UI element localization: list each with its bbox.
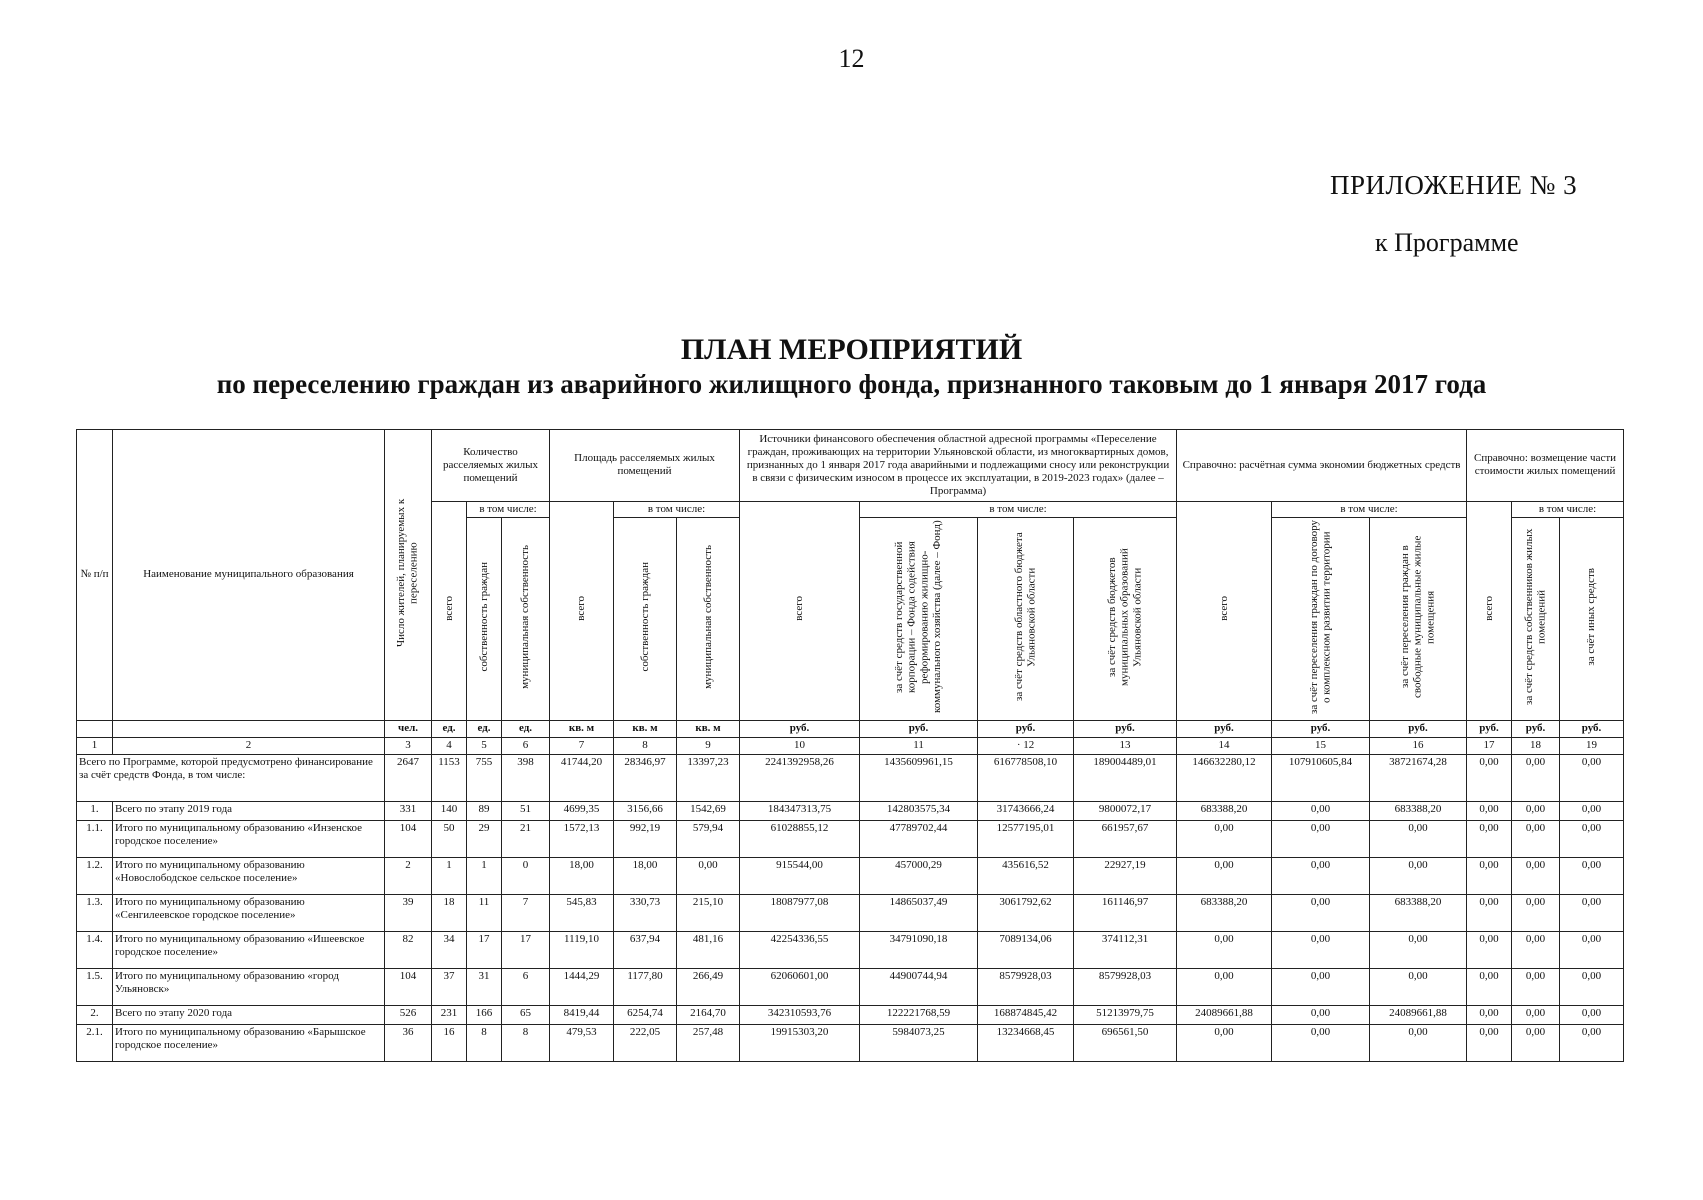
row-value: 0,00 xyxy=(1512,968,1560,1005)
row-number: 1.3. xyxy=(77,894,113,931)
unit-cell: руб. xyxy=(1074,720,1177,737)
row-value: 31743666,24 xyxy=(978,801,1074,820)
row-number: 2. xyxy=(77,1005,113,1024)
row-value: 6254,74 xyxy=(614,1005,677,1024)
row-value: 0,00 xyxy=(1560,1005,1624,1024)
header-owners-funds: за счёт средств собственников жилых помещений xyxy=(1512,517,1560,720)
table-row xyxy=(77,1005,1624,1024)
row-name: Всего по Программе, которой предусмотрено финансирование за счёт средств Фонда, в том числе: xyxy=(77,754,385,801)
row-value: 683388,20 xyxy=(1177,894,1272,931)
header-rooms-municipal: муниципальная собственность xyxy=(502,517,550,720)
row-value: 915544,00 xyxy=(740,857,860,894)
table-row xyxy=(77,820,1624,857)
col-number: 4 xyxy=(432,737,467,754)
row-value: 168874845,42 xyxy=(978,1005,1074,1024)
unit-cell: ед. xyxy=(502,720,550,737)
unit-cell: руб. xyxy=(1467,720,1512,737)
row-value: 661957,67 xyxy=(1074,820,1177,857)
col-number: 6 xyxy=(502,737,550,754)
row-value: 8419,44 xyxy=(550,1005,614,1024)
row-value: 13234668,45 xyxy=(978,1024,1074,1061)
row-number: 1. xyxy=(77,801,113,820)
row-value: 257,48 xyxy=(677,1024,740,1061)
document-title: ПЛАН МЕРОПРИЯТИЙ xyxy=(680,333,1023,366)
row-value: 17 xyxy=(467,931,502,968)
unit-cell: руб. xyxy=(1560,720,1624,737)
row-value: 637,94 xyxy=(614,931,677,968)
row-value: 0,00 xyxy=(1467,857,1512,894)
row-value: 44900744,94 xyxy=(860,968,978,1005)
plan-table xyxy=(76,429,1624,1062)
row-value: 11 xyxy=(467,894,502,931)
header-no: № п/п xyxy=(77,430,113,721)
col-number: 18 xyxy=(1512,737,1560,754)
col-number: 13 xyxy=(1074,737,1177,754)
row-value: 0,00 xyxy=(1272,968,1370,1005)
row-value: 1 xyxy=(432,857,467,894)
row-value: 4699,35 xyxy=(550,801,614,820)
appendix-sub-label: к Программе xyxy=(1375,228,1519,257)
row-value: 0,00 xyxy=(1512,931,1560,968)
row-value: 526 xyxy=(385,1005,432,1024)
row-value: 215,10 xyxy=(677,894,740,931)
row-name: Итого по муниципальному образованию «Барышское городское поселение» xyxy=(113,1024,385,1061)
row-value: 8 xyxy=(502,1024,550,1061)
col-number: 16 xyxy=(1370,737,1467,754)
unit-cell: руб. xyxy=(1512,720,1560,737)
row-value: 0,00 xyxy=(1177,968,1272,1005)
header-area-total: всего xyxy=(550,501,614,720)
col-number: 2 xyxy=(113,737,385,754)
row-value: 34 xyxy=(432,931,467,968)
row-value: 38721674,28 xyxy=(1370,754,1467,801)
row-value: 42254336,55 xyxy=(740,931,860,968)
header-name: Наименование муниципального образования xyxy=(113,430,385,721)
appendix-label: ПРИЛОЖЕНИЕ № 3 xyxy=(1330,170,1578,200)
col-number: 11 xyxy=(860,737,978,754)
row-value: 374112,31 xyxy=(1074,931,1177,968)
header-area-municipal: муниципальная собственность xyxy=(677,517,740,720)
row-value: 683388,20 xyxy=(1370,894,1467,931)
row-value: 0,00 xyxy=(1177,1024,1272,1061)
unit-cell: руб. xyxy=(860,720,978,737)
row-value: 545,83 xyxy=(550,894,614,931)
col-number: · 12 xyxy=(978,737,1074,754)
row-value: 0,00 xyxy=(1512,894,1560,931)
header-regional-budget: за счёт средств областного бюджета Ульяновской области xyxy=(978,517,1074,720)
row-value: 161146,97 xyxy=(1074,894,1177,931)
row-value: 12577195,01 xyxy=(978,820,1074,857)
row-value: 0,00 xyxy=(1560,1024,1624,1061)
unit-cell: кв. м xyxy=(550,720,614,737)
header-sources-incl: в том числе: xyxy=(860,501,1177,517)
col-number: 7 xyxy=(550,737,614,754)
row-value: 0,00 xyxy=(1370,820,1467,857)
row-value: 7089134,06 xyxy=(978,931,1074,968)
row-value: 0,00 xyxy=(1370,931,1467,968)
unit-cell: ед. xyxy=(432,720,467,737)
row-value: 7 xyxy=(502,894,550,931)
row-value: 0,00 xyxy=(677,857,740,894)
row-value: 0,00 xyxy=(1272,801,1370,820)
row-value: 3156,66 xyxy=(614,801,677,820)
row-value: 479,53 xyxy=(550,1024,614,1061)
row-value: 0,00 xyxy=(1467,894,1512,931)
row-value: 481,16 xyxy=(677,931,740,968)
row-value: 1435609961,15 xyxy=(860,754,978,801)
row-value: 189004489,01 xyxy=(1074,754,1177,801)
row-value: 398 xyxy=(502,754,550,801)
col-number: 14 xyxy=(1177,737,1272,754)
header-compensation-total: всего xyxy=(1467,501,1512,720)
row-value: 0,00 xyxy=(1512,1024,1560,1061)
row-value: 16 xyxy=(432,1024,467,1061)
row-value: 31 xyxy=(467,968,502,1005)
row-value: 0,00 xyxy=(1370,968,1467,1005)
row-value: 34791090,18 xyxy=(860,931,978,968)
row-value: 0,00 xyxy=(1272,857,1370,894)
col-number: 9 xyxy=(677,737,740,754)
row-value: 0,00 xyxy=(1467,801,1512,820)
header-compensation-incl: в том числе: xyxy=(1512,501,1624,517)
row-value: 39 xyxy=(385,894,432,931)
header-resettle-contract: за счёт переселения граждан по договору о комплексном развитии территории xyxy=(1272,517,1370,720)
row-value: 28346,97 xyxy=(614,754,677,801)
row-value: 2647 xyxy=(385,754,432,801)
row-number: 2.1. xyxy=(77,1024,113,1061)
row-value: 0,00 xyxy=(1512,754,1560,801)
header-rooms-incl: в том числе: xyxy=(467,501,550,517)
unit-cell: руб. xyxy=(1177,720,1272,737)
row-value: 8579928,03 xyxy=(978,968,1074,1005)
unit-cell: руб. xyxy=(740,720,860,737)
row-value: 37 xyxy=(432,968,467,1005)
col-number: 3 xyxy=(385,737,432,754)
col-number: 17 xyxy=(1467,737,1512,754)
table-header xyxy=(77,430,1624,755)
row-value: 0,00 xyxy=(1370,1024,1467,1061)
row-value: 683388,20 xyxy=(1370,801,1467,820)
row-value: 1153 xyxy=(432,754,467,801)
header-resettle-free: за счёт переселения граждан в свободные муниципальные жилые помещения xyxy=(1370,517,1467,720)
row-value: 21 xyxy=(502,820,550,857)
unit-cell: ед. xyxy=(467,720,502,737)
row-value: 579,94 xyxy=(677,820,740,857)
row-value: 0,00 xyxy=(1272,1005,1370,1024)
row-value: 0,00 xyxy=(1272,820,1370,857)
row-value: 14865037,49 xyxy=(860,894,978,931)
row-value: 5984073,25 xyxy=(860,1024,978,1061)
row-value: 122221768,59 xyxy=(860,1005,978,1024)
row-value: 1572,13 xyxy=(550,820,614,857)
col-number: 5 xyxy=(467,737,502,754)
row-value: 0,00 xyxy=(1467,1005,1512,1024)
row-value: 47789702,44 xyxy=(860,820,978,857)
header-rooms-total: всего xyxy=(432,501,467,720)
row-value: 41744,20 xyxy=(550,754,614,801)
column-numbers-row xyxy=(77,737,1624,754)
row-value: 222,05 xyxy=(614,1024,677,1061)
row-name: Итого по муниципальному образованию «Новослободское сельское поселение» xyxy=(113,857,385,894)
row-value: 0,00 xyxy=(1560,931,1624,968)
row-value: 6 xyxy=(502,968,550,1005)
units-row xyxy=(77,720,1624,737)
row-name: Итого по муниципальному образованию «Инзенское городское поселение» xyxy=(113,820,385,857)
row-value: 89 xyxy=(467,801,502,820)
row-value: 330,73 xyxy=(614,894,677,931)
header-sources-total: всего xyxy=(740,501,860,720)
row-value: 61028855,12 xyxy=(740,820,860,857)
row-value: 0,00 xyxy=(1370,857,1467,894)
header-economy-total: всего xyxy=(1177,501,1272,720)
row-name: Итого по муниципальному образованию «город Ульяновск» xyxy=(113,968,385,1005)
row-value: 24089661,88 xyxy=(1177,1005,1272,1024)
row-number: 1.1. xyxy=(77,820,113,857)
row-value: 2241392958,26 xyxy=(740,754,860,801)
row-value: 0,00 xyxy=(1560,968,1624,1005)
row-value: 65 xyxy=(502,1005,550,1024)
row-value: 24089661,88 xyxy=(1370,1005,1467,1024)
unit-cell: кв. м xyxy=(614,720,677,737)
row-value: 457000,29 xyxy=(860,857,978,894)
header-rooms-group: Количество расселяемых жилых помещений xyxy=(432,430,550,502)
header-economy-group: Справочно: расчётная сумма экономии бюджетных средств xyxy=(1177,430,1467,502)
col-number: 1 xyxy=(77,737,113,754)
row-name: Итого по муниципальному образованию «Сенгилеевское городское поселение» xyxy=(113,894,385,931)
row-value: 0,00 xyxy=(1177,820,1272,857)
row-value: 107910605,84 xyxy=(1272,754,1370,801)
table-row xyxy=(77,857,1624,894)
row-value: 0,00 xyxy=(1272,1024,1370,1061)
row-number: 1.2. xyxy=(77,857,113,894)
row-value: 0 xyxy=(502,857,550,894)
row-value: 18,00 xyxy=(550,857,614,894)
row-value: 2 xyxy=(385,857,432,894)
row-value: 0,00 xyxy=(1560,894,1624,931)
unit-cell: руб. xyxy=(1272,720,1370,737)
header-other-funds: за счёт иных средств xyxy=(1560,517,1624,720)
row-value: 18087977,08 xyxy=(740,894,860,931)
header-residents: Число жителей, планируемых к переселению xyxy=(385,430,432,721)
plan-table-container xyxy=(76,429,1623,1062)
row-name: Итого по муниципальному образованию «Ишеевское городское поселение» xyxy=(113,931,385,968)
row-value: 266,49 xyxy=(677,968,740,1005)
row-value: 1542,69 xyxy=(677,801,740,820)
row-value: 8579928,03 xyxy=(1074,968,1177,1005)
row-value: 1444,29 xyxy=(550,968,614,1005)
row-value: 3061792,62 xyxy=(978,894,1074,931)
table-row xyxy=(77,968,1624,1005)
row-value: 18,00 xyxy=(614,857,677,894)
header-rooms-citizens: собственность граждан xyxy=(467,517,502,720)
col-number: 10 xyxy=(740,737,860,754)
row-value: 104 xyxy=(385,820,432,857)
row-value: 696561,50 xyxy=(1074,1024,1177,1061)
unit-cell: руб. xyxy=(1370,720,1467,737)
row-value: 17 xyxy=(502,931,550,968)
row-value: 19915303,20 xyxy=(740,1024,860,1061)
row-value: 0,00 xyxy=(1272,931,1370,968)
row-value: 683388,20 xyxy=(1177,801,1272,820)
table-row xyxy=(77,801,1624,820)
unit-cell: чел. xyxy=(385,720,432,737)
row-value: 435616,52 xyxy=(978,857,1074,894)
row-value: 62060601,00 xyxy=(740,968,860,1005)
table-body xyxy=(77,754,1624,1061)
document-subtitle: по переселению граждан из аварийного жилищного фонда, признанного таковым до 1 января 2017 года xyxy=(216,369,1487,399)
row-value: 82 xyxy=(385,931,432,968)
row-value: 18 xyxy=(432,894,467,931)
col-number: 19 xyxy=(1560,737,1624,754)
row-value: 22927,19 xyxy=(1074,857,1177,894)
header-area-citizens: собственность граждан xyxy=(614,517,677,720)
row-value: 0,00 xyxy=(1512,820,1560,857)
col-number: 8 xyxy=(614,737,677,754)
row-value: 1177,80 xyxy=(614,968,677,1005)
row-value: 51 xyxy=(502,801,550,820)
row-value: 331 xyxy=(385,801,432,820)
row-name: Всего по этапу 2019 года xyxy=(113,801,385,820)
unit-cell: руб. xyxy=(978,720,1074,737)
row-value: 0,00 xyxy=(1467,931,1512,968)
header-economy-incl: в том числе: xyxy=(1272,501,1467,517)
row-number: 1.5. xyxy=(77,968,113,1005)
row-value: 104 xyxy=(385,968,432,1005)
header-area-incl: в том числе: xyxy=(614,501,740,517)
row-value: 0,00 xyxy=(1560,820,1624,857)
row-value: 2164,70 xyxy=(677,1005,740,1024)
row-value: 1119,10 xyxy=(550,931,614,968)
row-value: 0,00 xyxy=(1467,754,1512,801)
row-value: 8 xyxy=(467,1024,502,1061)
row-value: 51213979,75 xyxy=(1074,1005,1177,1024)
row-value: 184347313,75 xyxy=(740,801,860,820)
row-name: Всего по этапу 2020 года xyxy=(113,1005,385,1024)
unit-cell: кв. м xyxy=(677,720,740,737)
row-value: 992,19 xyxy=(614,820,677,857)
row-value: 29 xyxy=(467,820,502,857)
table-row xyxy=(77,894,1624,931)
row-value: 0,00 xyxy=(1467,820,1512,857)
row-value: 0,00 xyxy=(1467,1024,1512,1061)
header-municipal-budgets: за счёт средств бюджетов муниципальных образований Ульяновской области xyxy=(1074,517,1177,720)
row-value: 9800072,17 xyxy=(1074,801,1177,820)
header-fund: за счёт средств государственной корпорации – Фонда содействия реформированию жилищно-коммунального хозяйства (далее – Фонд) xyxy=(860,517,978,720)
row-value: 0,00 xyxy=(1560,857,1624,894)
row-value: 36 xyxy=(385,1024,432,1061)
row-value: 142803575,34 xyxy=(860,801,978,820)
row-value: 0,00 xyxy=(1177,931,1272,968)
page-number: 12 xyxy=(838,44,865,73)
row-value: 50 xyxy=(432,820,467,857)
row-number: 1.4. xyxy=(77,931,113,968)
row-value: 146632280,12 xyxy=(1177,754,1272,801)
row-value: 0,00 xyxy=(1512,801,1560,820)
header-sources-group: Источники финансового обеспечения областной адресной программы «Переселение граждан, проживающих на территории Ульяновской области, из многоквартирных домов, признанных до 1 января 2017 года аварийными и подлежащими сносу или реконструкции в связи с физическим износом в процессе их эксплуатации, в 2019-2023 годах» (далее – Программа) xyxy=(740,430,1177,502)
row-value: 0,00 xyxy=(1560,754,1624,801)
row-value: 755 xyxy=(467,754,502,801)
row-value: 231 xyxy=(432,1005,467,1024)
row-value: 616778508,10 xyxy=(978,754,1074,801)
row-value: 166 xyxy=(467,1005,502,1024)
table-row xyxy=(77,1024,1624,1061)
row-value: 0,00 xyxy=(1512,1005,1560,1024)
row-value: 0,00 xyxy=(1177,857,1272,894)
row-value: 0,00 xyxy=(1560,801,1624,820)
col-number: 15 xyxy=(1272,737,1370,754)
row-value: 0,00 xyxy=(1467,968,1512,1005)
table-row xyxy=(77,931,1624,968)
row-value: 0,00 xyxy=(1272,894,1370,931)
row-value: 342310593,76 xyxy=(740,1005,860,1024)
row-value: 140 xyxy=(432,801,467,820)
header-compensation-group: Справочно: возмещение части стоимости жилых помещений xyxy=(1467,430,1624,502)
header-area-group: Площадь расселяемых жилых помещений xyxy=(550,430,740,502)
row-value: 13397,23 xyxy=(677,754,740,801)
row-value: 0,00 xyxy=(1512,857,1560,894)
row-value: 1 xyxy=(467,857,502,894)
table-row xyxy=(77,754,1624,801)
